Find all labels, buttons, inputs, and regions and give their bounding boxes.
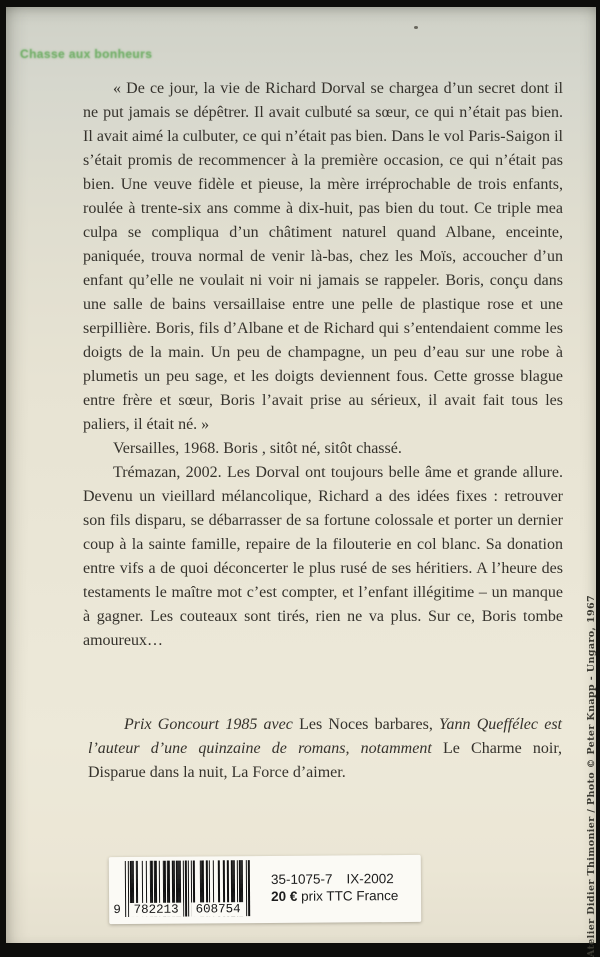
synopsis-paragraph-tremazan: Trémazan, 2002. Les Dorval ont toujours belle âme et grande allure. Devenu un vieillard mélancolique, Richard a des idées fixes : retrouver son fils disparu, se débarrasser de sa fortune colossale et porter un dernier coup à la sainte famille, repaire de la filouterie en col blanc. Sa donation entre vifs a de quoi déconcerter le plus rusé de ses héritiers. A l’heure des testaments le maître mot c’est compter, et l’enfant illégitime – un manque à gagner. Les couteaux sont tirés, rien ne va plus. Sur ce, Boris tombe amoureux… [83,464,563,649]
price-label-reference-row [271,870,398,888]
photo-credit-vertical: Atelier Didier Thimonier / Photo © Peter Knapp - Ungaro, 1967 [586,595,597,957]
author-note [88,713,562,785]
synopsis-paragraph-versailles: Versailles, 1968. Boris , sitôt né, sitôt chassé. [113,440,402,457]
date-code: IX-2002 [346,871,394,887]
price-label-text [271,870,399,905]
reference-number: 35-1075-7 [270,871,333,887]
ean-digit-group2: 608754 [191,902,245,916]
price-barcode-label [109,855,421,924]
author-note-segment: Le Charme noir, Disparue dans la nuit, La Force d’aimer. [88,740,563,781]
synopsis-text [83,77,563,653]
book-back-cover-photo [6,7,597,957]
price-label-price-row [271,887,398,905]
author-note-segment: Les Noces barbares, [299,716,440,733]
price-value: 20 € [270,888,298,904]
dust-speck [414,26,418,29]
ean-digit-lead: 9 [113,903,121,918]
author-note-segment: Prix Goncourt 1985 avec [124,716,300,733]
price-suffix: prix TTC France [301,888,399,904]
author-note-segment: Yann Queffélec est l’auteur d’une quinzaine de romans, notamment [88,716,562,757]
seller-watermark: Chasse aux bonheurs [20,47,153,61]
ean-digit-group1: 782213 [129,903,183,917]
ean-barcode [113,860,250,918]
synopsis-paragraph-quote: « De ce jour, la vie de Richard Dorval se chargea d’un secret dont il ne put jamais se dépêtrer. Il avait culbuté sa sœur, ce qui n’était pas bien. Il avait aimé la culbuter, ce qui n’était pas bien. Dans le vol Paris-Saigon il s’était promis de recommencer à la première occasion, ce qui n’était pas bien. Une veuve fidèle et pieuse, la mère irréprochable de trois enfants, roulée à trente-six ans comme à dix-huit, pas bien du tout. Ce triple mea culpa se compliqua d’un châtiment naturel quand Albane, enceinte, paniquée, trouva normal de venir là-bas, chez les Moïs, accoucher d’un enfant qu’elle ne voulait ni voir ni jamais se rappeler. Boris, conçu dans une salle de bains versaillaise entre une pelle de plastique rose et une serpillière. Boris, fils d’Albane et de Richard qui s’entendaient comme les doigts de la main. Un peu de champagne, un peu d’eau sur une robe à plumetis un peu sage, et les doigts deviennent fous. Cette grosse blague entre frère et sœur, Boris l’avait prise au sérieux, il avait fait tous les paliers, il était né. » [83,80,563,433]
